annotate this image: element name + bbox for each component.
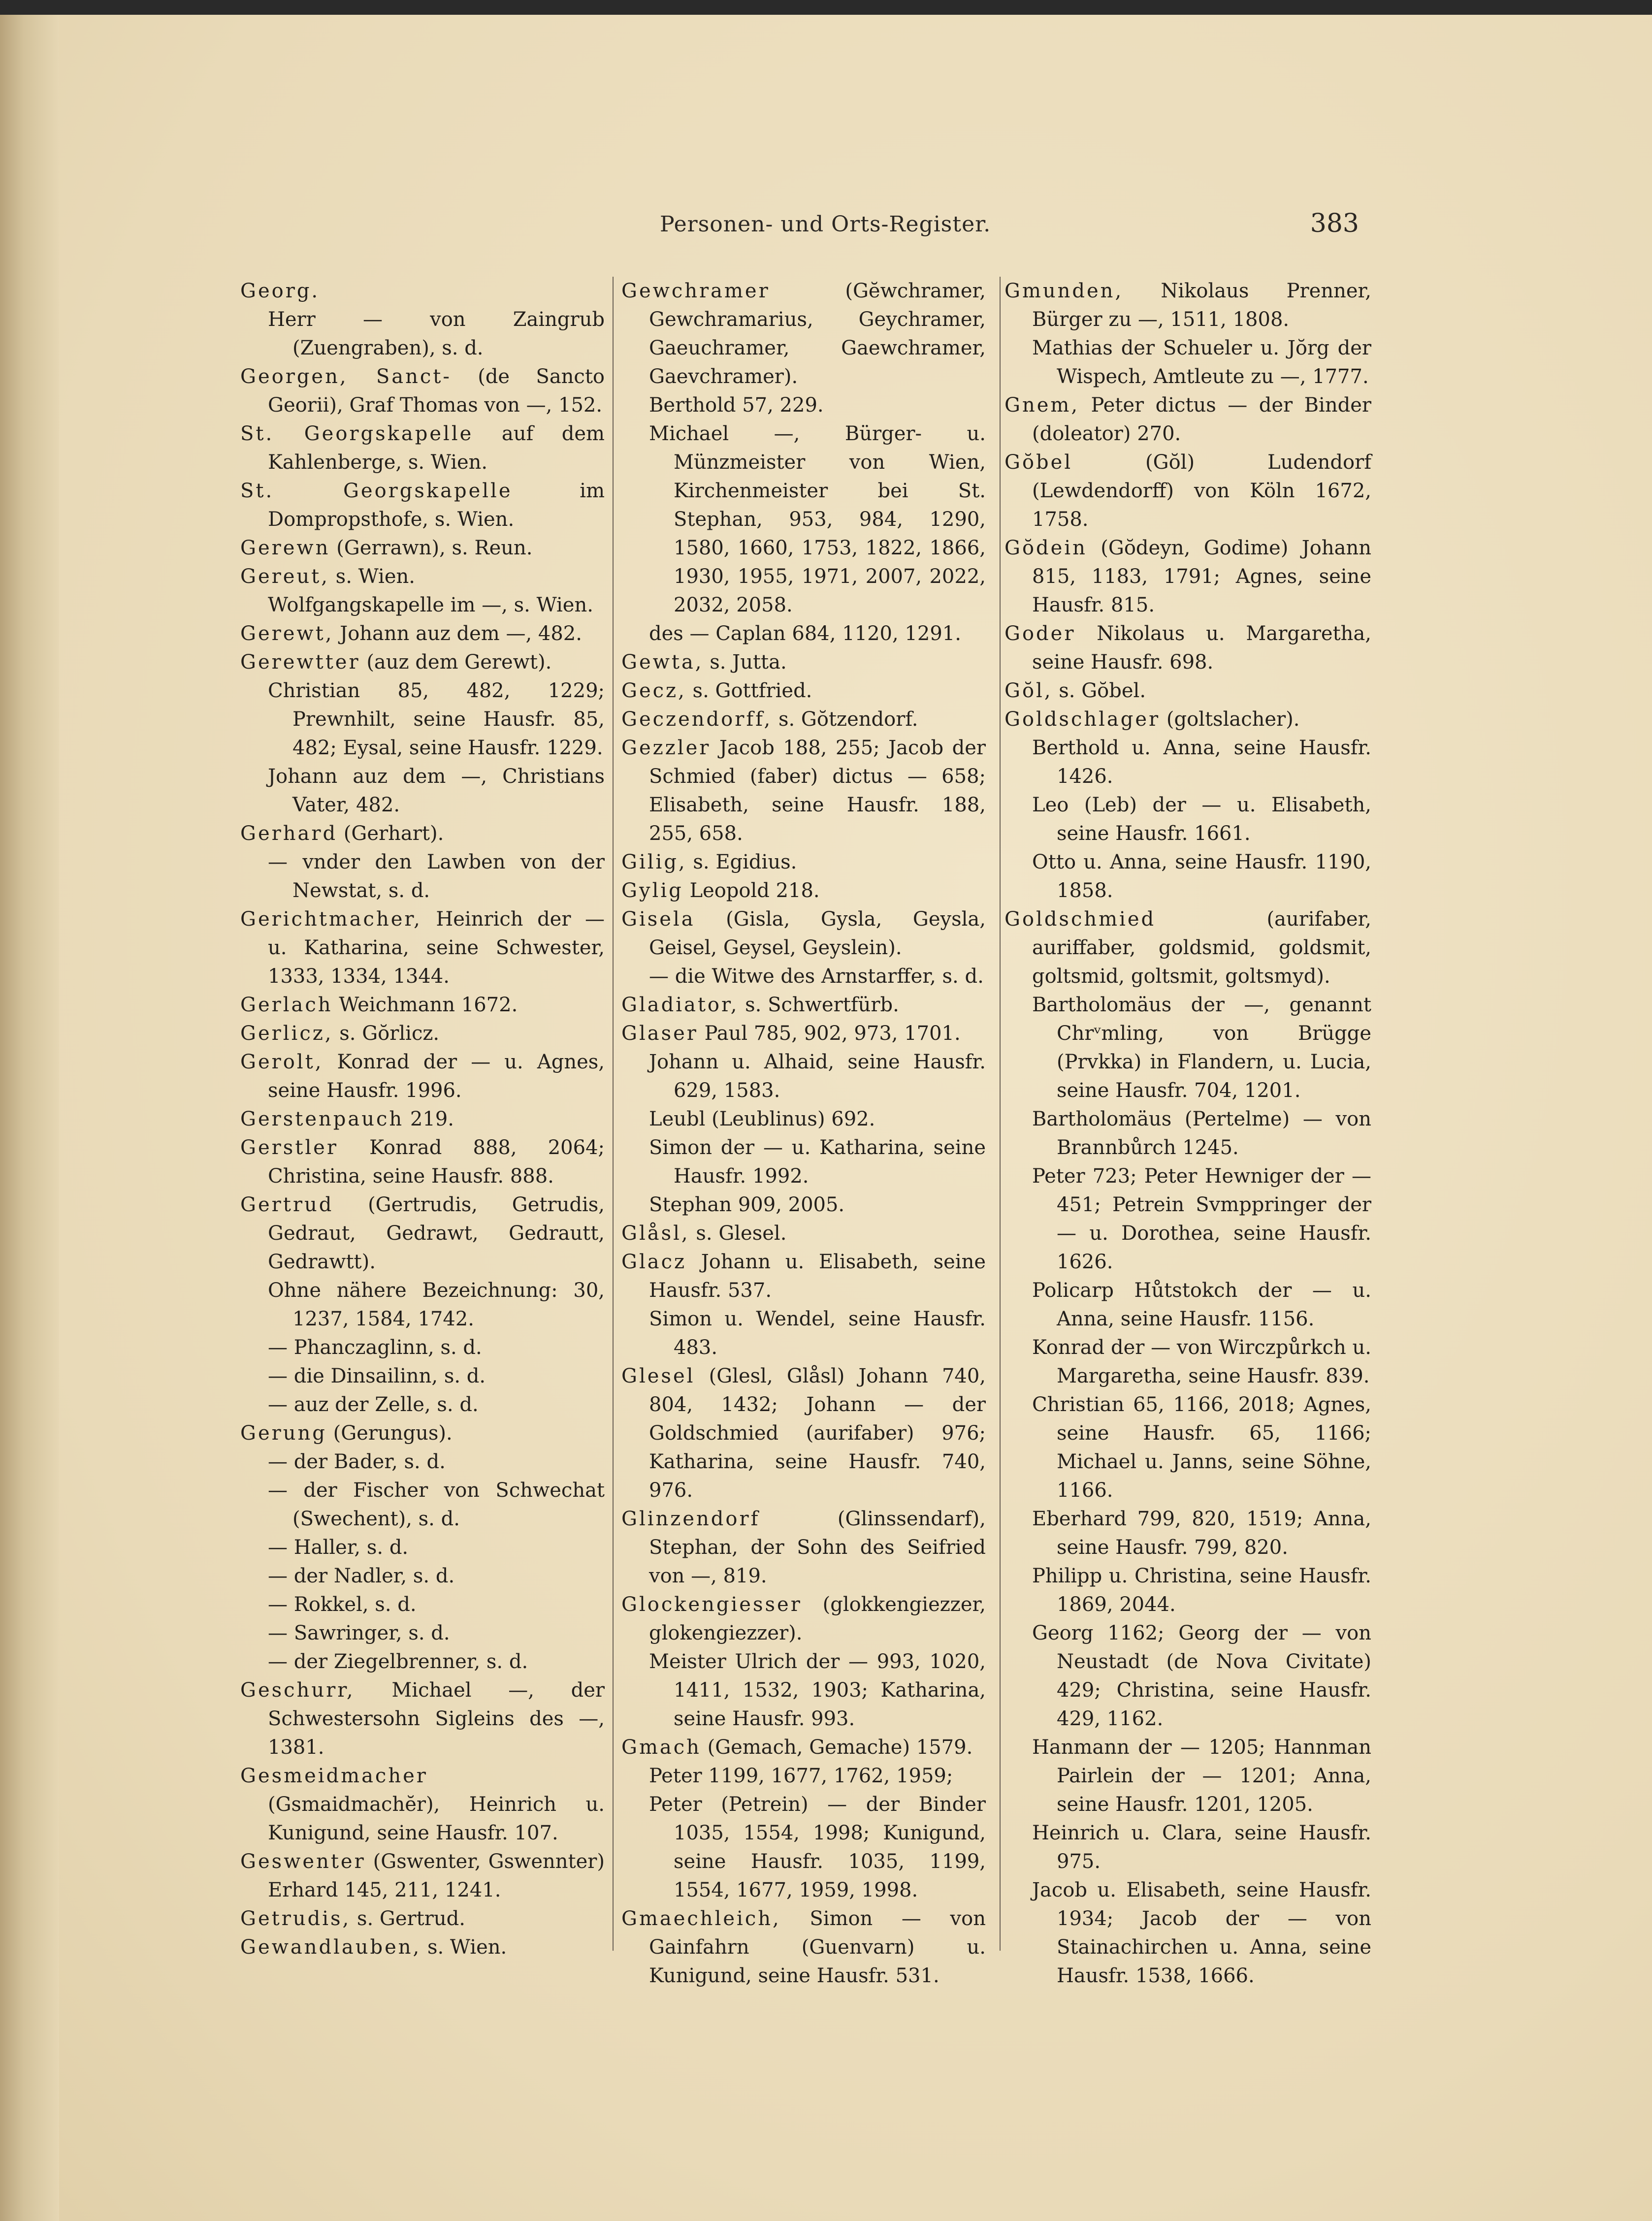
entry-text: s. Gertrud. [351, 1907, 465, 1930]
entry-text: — Sawringer, s. d. [268, 1622, 450, 1644]
entry-text: — der Bader, s. d. [268, 1450, 446, 1473]
index-entry [621, 1505, 986, 1590]
entry-text: Michael —, der Schwestersohn Sigleins des —, 1381. [268, 1679, 605, 1759]
entry-headword: St. Georgskapelle [240, 422, 474, 445]
entry-text: Bartholomäus der —, genannt Chrᵛmling, von Brügge (Prvkka) in Flandern, u. Lucia, seine Hausfr. 704, 1201. [1032, 994, 1371, 1102]
index-entry [621, 1248, 986, 1305]
entry-text: Policarp Hůtstokch der — u. Anna, seine Hausfr. 1156. [1032, 1279, 1371, 1330]
index-entry [240, 1904, 605, 1933]
index-entry [240, 1762, 605, 1847]
entry-text: Peter dictus — der Binder (doleator) 270. [1032, 394, 1371, 445]
entry-headword: Gesmeidmacher [240, 1765, 428, 1787]
entry-text: Berthold u. Anna, seine Hausfr. 1426. [1032, 737, 1371, 788]
index-entry [240, 1419, 605, 1448]
index-subentry [1004, 1819, 1371, 1876]
entry-text: Jacob 188, 255; Jacob der Schmied (faber) dictus — 658; Elisabeth, seine Hausfr. 188, 255, 658. [649, 737, 986, 845]
entry-headword: Gerewt, [240, 622, 334, 645]
entry-headword: Gmach [621, 1736, 701, 1759]
index-entry [621, 1019, 986, 1048]
index-entry [1004, 277, 1371, 334]
entry-text: Johann auz dem —, Christians Vater, 482. [268, 765, 605, 816]
index-subentry [1004, 1562, 1371, 1619]
index-subentry [1004, 1276, 1371, 1333]
entry-headword: Glaser [621, 1022, 698, 1045]
entry-text: Johann auz dem —, 482. [333, 622, 582, 645]
book-page [0, 15, 1652, 2221]
entry-text: s. Glesel. [689, 1222, 787, 1245]
entry-text: Simon u. Wendel, seine Hausfr. 483. [649, 1308, 986, 1359]
entry-text: s. Schwertfürb. [739, 994, 899, 1016]
entry-headword: Gmunden, [1004, 280, 1124, 302]
index-subentry [621, 619, 986, 648]
entry-text: — der Ziegelbrenner, s. d. [268, 1650, 528, 1673]
entry-text: Peter 723; Peter Hewniger der — 451; Petrein Svmppringer der — u. Dorothea, seine Hausfr. 1626. [1032, 1165, 1371, 1273]
entry-headword: Gerichtmacher, [240, 908, 422, 931]
index-subentry [1004, 791, 1371, 848]
entry-headword: Gisela [621, 908, 695, 931]
entry-headword: Goldschlager [1004, 708, 1161, 731]
index-entry [240, 1133, 605, 1191]
index-subentry [621, 962, 986, 991]
page-number: 383 [1310, 209, 1359, 238]
entry-headword: Gerlicz, [240, 1022, 333, 1045]
index-subentry [1004, 1162, 1371, 1276]
entry-headword: Gezzler [621, 737, 711, 759]
index-entry [240, 648, 605, 676]
index-entry [240, 619, 605, 648]
entry-headword: Gilig, [621, 851, 687, 873]
index-subentry [621, 1048, 986, 1105]
index-entry [621, 1733, 986, 1762]
index-entry [621, 848, 986, 876]
index-subentry [240, 1562, 605, 1590]
index-column-3 [1004, 277, 1371, 1990]
entry-headword: Getrudis, [240, 1907, 351, 1930]
column-divider [613, 277, 614, 1951]
entry-headword: Geczendorff, [621, 708, 773, 731]
entry-text: (Glesl, Glåsl) Johann 740, 804, 1432; Johann — der Goldschmied (aurifaber) 976; Katharina, seine Hausfr. 740, 976. [649, 1365, 986, 1502]
index-subentry [1004, 1390, 1371, 1505]
entry-headword: Geswenter [240, 1850, 366, 1873]
entry-text: Konrad der — von Wirczpůrkch u. Margaretha, seine Hausfr. 839. [1032, 1336, 1371, 1387]
index-subentry [240, 1476, 605, 1533]
entry-text: Herr — von Zaingrub (Zuengraben), s. d. [268, 308, 605, 359]
index-entry [1004, 391, 1371, 448]
index-entry [1004, 534, 1371, 619]
index-subentry [240, 1390, 605, 1419]
index-entry [240, 819, 605, 848]
entry-headword: Gewta, [621, 651, 704, 674]
entry-text: — vnder den Lawben von der Newstat, s. d. [268, 851, 605, 902]
index-entry [240, 1847, 605, 1904]
entry-text: (Gertrudis, Getrudis, Gedraut, Gedrawt, Gedrautt, Gedrawtt). [268, 1193, 605, 1273]
entry-text: Simon — von Gainfahrn (Guenvarn) u. Kunigund, seine Hausfr. 531. [649, 1907, 986, 1987]
index-subentry [621, 1133, 986, 1191]
entry-headword: Gerhard [240, 822, 338, 845]
index-entry [240, 991, 605, 1019]
entry-headword: Gerlach [240, 994, 333, 1016]
entry-text: Simon der — u. Katharina, seine Hausfr. 1992. [649, 1136, 986, 1188]
index-entry [1004, 905, 1371, 991]
entry-headword: Gŏl, [1004, 679, 1053, 702]
index-subentry [240, 1362, 605, 1390]
index-entry [621, 991, 986, 1019]
index-subentry [1004, 1333, 1371, 1390]
entry-headword: Gnem, [1004, 394, 1080, 417]
index-column-2 [621, 277, 986, 1990]
index-entry [621, 734, 986, 848]
entry-text: Weichmann 1672. [332, 994, 518, 1016]
index-entry [621, 1904, 986, 1990]
entry-text: Paul 785, 902, 973, 1701. [698, 1022, 961, 1045]
entry-text: Heinrich u. Clara, seine Hausfr. 975. [1032, 1822, 1371, 1873]
index-subentry [240, 1333, 605, 1362]
entry-text: Nikolaus u. Margaretha, seine Hausfr. 698. [1032, 622, 1371, 674]
index-subentry [1004, 848, 1371, 905]
entry-text: (glokkengiezzer, glokengiezzer). [649, 1593, 986, 1644]
entry-text: s. Gŏrlicz. [333, 1022, 440, 1045]
index-entry [240, 1048, 605, 1105]
index-subentry [240, 1448, 605, 1476]
entry-text: 219. [404, 1108, 454, 1130]
running-title: Personen- und Orts-Register. [660, 212, 991, 237]
index-entry [240, 1676, 605, 1762]
index-subentry [621, 1647, 986, 1733]
index-subentry [621, 1305, 986, 1362]
entry-headword: Gylig [621, 879, 683, 902]
index-entry [621, 648, 986, 676]
index-entry [240, 362, 605, 419]
entry-headword: Goder [1004, 622, 1076, 645]
entry-text: (Gŏl) Ludendorf (Lewdendorff) von Köln 1672, 1758. [1032, 451, 1371, 531]
index-subentry [1004, 334, 1371, 391]
entry-text: Meister Ulrich der — 993, 1020, 1411, 1532, 1903; Katharina, seine Hausfr. 993. [649, 1650, 986, 1730]
index-entry [1004, 448, 1371, 534]
entry-headword: Gmaechleich, [621, 1907, 781, 1930]
entry-text: — die Witwe des Arnstarffer, s. d. [649, 965, 984, 988]
entry-headword: Gerstenpauch [240, 1108, 404, 1130]
page-header [591, 209, 1359, 251]
entry-text: (Gerhart). [337, 822, 444, 845]
index-subentry [1004, 734, 1371, 791]
index-entry [240, 1933, 605, 1962]
index-entry [240, 477, 605, 534]
index-entry [1004, 705, 1371, 734]
entry-text: (Gerrawn), s. Reun. [330, 537, 533, 559]
entry-text: (Gĕwchramer, Gewchramarius, Geychramer, Gaeuchramer, Gaewchramer, Gaevchramer). [649, 280, 986, 388]
column-divider [1000, 277, 1001, 1951]
index-entry [1004, 676, 1371, 705]
entry-headword: Georg. [240, 280, 320, 302]
entry-headword: Glockengiesser [621, 1593, 802, 1616]
entry-headword: Gerolt, [240, 1051, 324, 1073]
entry-text: Christian 65, 1166, 2018; Agnes, seine Hausfr. 65, 1166; Michael u. Janns, seine Söhne, 1166. [1032, 1393, 1371, 1502]
index-subentry [621, 1191, 986, 1219]
entry-text: Konrad der — u. Agnes, seine Hausfr. 1996. [268, 1051, 605, 1102]
entry-text: — auz der Zelle, s. d. [268, 1393, 479, 1416]
entry-text: des — Caplan 684, 1120, 1291. [649, 622, 961, 645]
entry-text: Peter 1199, 1677, 1762, 1959; [649, 1765, 953, 1787]
index-subentry [240, 1276, 605, 1333]
entry-headword: Goldschmied [1004, 908, 1156, 931]
index-entry [240, 562, 605, 591]
index-subentry [1004, 991, 1371, 1105]
entry-text: Nikolaus Prenner, Bürger zu —, 1511, 1808. [1032, 280, 1371, 331]
index-subentry [240, 1647, 605, 1676]
entry-text: s. Jutta. [703, 651, 787, 674]
index-entry [240, 1105, 605, 1133]
entry-text: — die Dinsailinn, s. d. [268, 1365, 486, 1387]
entry-headword: Gerung [240, 1422, 327, 1445]
entry-text: Georg 1162; Georg der — von Neustadt (de Nova Civitate) 429; Christina, seine Hausfr. 429, 1162. [1032, 1622, 1371, 1730]
entry-text: Leopold 218. [683, 879, 820, 902]
entry-text: Johann u. Alhaid, seine Hausfr. 629, 1583. [649, 1051, 986, 1102]
entry-text: s. Gŏbel. [1052, 679, 1146, 702]
entry-text: Leubl (Leublinus) 692. [649, 1108, 875, 1130]
entry-headword: St. Georgskapelle [240, 480, 513, 502]
index-entry [621, 277, 986, 391]
entry-text: Berthold 57, 229. [649, 394, 824, 417]
entry-text: — Haller, s. d. [268, 1536, 409, 1559]
entry-headword: Gecz, [621, 679, 686, 702]
index-entry [240, 1019, 605, 1048]
entry-headword: Gerewtter [240, 651, 360, 674]
entry-text: s. Gŏtzendorf. [772, 708, 918, 731]
index-entry [621, 1362, 986, 1505]
entry-text: — Rokkel, s. d. [268, 1593, 417, 1616]
entry-text: Otto u. Anna, seine Hausfr. 1190, 1858. [1032, 851, 1371, 902]
entry-headword: Gewandlauben, [240, 1936, 421, 1959]
entry-text: Stephan 909, 2005. [649, 1193, 845, 1216]
entry-text: — der Nadler, s. d. [268, 1565, 455, 1587]
entry-text: s. Egidius. [686, 851, 797, 873]
index-subentry [621, 1762, 986, 1790]
entry-text: Johann u. Elisabeth, seine Hausfr. 537. [649, 1251, 986, 1302]
index-subentry [240, 676, 605, 762]
index-entry [621, 905, 986, 962]
entry-headword: Gereut, [240, 565, 329, 588]
entry-text: Mathias der Schueler u. Jŏrg der Wispech, Amtleute zu —, 1777. [1032, 337, 1371, 388]
index-subentry [1004, 1619, 1371, 1733]
entry-headword: Gŏdein [1004, 537, 1087, 559]
entry-text: im Dompropsthofe, s. Wien. [268, 480, 605, 531]
index-entry [621, 676, 986, 705]
index-entry [240, 905, 605, 991]
entry-text: Hanmann der — 1205; Hannman Pairlein der — 1201; Anna, seine Hausfr. 1201, 1205. [1032, 1736, 1371, 1816]
index-subentry [1004, 1876, 1371, 1990]
index-subentry [240, 848, 605, 905]
entry-headword: Glinzendorf [621, 1508, 760, 1530]
index-subentry [240, 1619, 605, 1647]
entry-headword: Glåsl, [621, 1222, 690, 1245]
entry-text: (auz dem Gerewt). [360, 651, 552, 674]
entry-headword: Gŏbel [1004, 451, 1073, 474]
entry-text: Michael —, Bürger- u. Münzmeister von Wien, Kirchenmeister bei St. Stephan, 953, 984, 1290, 1580, 1660, 1753, 1822, 1866, 1930, 1955, 1971, 2007, 2022, 2032, 2058. [649, 422, 986, 616]
index-subentry [1004, 1505, 1371, 1562]
entry-text: Wolfgangskapelle im —, s. Wien. [268, 594, 593, 616]
index-entry [1004, 619, 1371, 676]
entry-text: — der Fischer von Schwechat (Swechent), s. d. [268, 1479, 605, 1530]
entry-headword: Gerstler [240, 1136, 338, 1159]
entry-text: Leo (Leb) der — u. Elisabeth, seine Hausfr. 1661. [1032, 794, 1371, 845]
entry-text: (Gŏdeyn, Godime) Johann 815, 1183, 1791; Agnes, seine Hausfr. 815. [1032, 537, 1371, 616]
index-subentry [240, 591, 605, 619]
index-subentry [240, 1533, 605, 1562]
index-subentry [621, 419, 986, 619]
entry-text: (Glinssendarf), Stephan, der Sohn des Seifried von —, 819. [649, 1508, 986, 1587]
index-subentry [621, 1790, 986, 1904]
index-subentry [240, 1590, 605, 1619]
index-entry [621, 705, 986, 734]
entry-headword: Gertrud [240, 1193, 334, 1216]
entry-text: s. Gottfried. [686, 679, 812, 702]
entry-text: Konrad 888, 2064; Christina, seine Hausfr. 888. [268, 1136, 605, 1188]
entry-headword: Georgen, Sanct- [240, 365, 452, 388]
entry-headword: Glesel [621, 1365, 695, 1387]
entry-text: Philipp u. Christina, seine Hausfr. 1869, 2044. [1032, 1565, 1371, 1616]
entry-text: Bartholomäus (Pertelme) — von Brannbůrch 1245. [1032, 1108, 1371, 1159]
entry-text: — Phanczaglinn, s. d. [268, 1336, 482, 1359]
entry-text: Christian 85, 482, 1229; Prewnhilt, seine Hausfr. 85, 482; Eysal, seine Hausfr. 1229. [268, 679, 605, 759]
entry-text: (Gemach, Gemache) 1579. [701, 1736, 973, 1759]
entry-text: s. Wien. [421, 1936, 507, 1959]
entry-text: (Gsmaidmachĕr), Heinrich u. Kunigund, seine Hausfr. 107. [268, 1793, 605, 1844]
entry-text: s. Wien. [329, 565, 415, 588]
entry-headword: Geschurr, [240, 1679, 355, 1702]
book-spine-shadow [0, 15, 59, 2221]
index-entry [240, 277, 605, 305]
entry-text: (aurifaber, auriffaber, goldsmid, goldsmit, goltsmid, goltsmit, goltsmyd). [1032, 908, 1371, 988]
entry-text: (Gerungus). [326, 1422, 453, 1445]
entry-text: (Gswenter, Gswennter) Erhard 145, 211, 1241. [268, 1850, 605, 1901]
index-subentry [621, 391, 986, 419]
entry-text: Jacob u. Elisabeth, seine Hausfr. 1934; Jacob der — von Stainachirchen u. Anna, seine Hausfr. 1538, 1666. [1032, 1879, 1371, 1987]
index-subentry [240, 762, 605, 819]
index-entry [621, 1219, 986, 1248]
index-subentry [621, 1105, 986, 1133]
entry-text: (goltslacher). [1160, 708, 1300, 731]
index-entry [621, 1590, 986, 1647]
entry-text: (de Sancto Georii), Graf Thomas von —, 152. [268, 365, 605, 417]
index-entry [240, 1191, 605, 1276]
entry-headword: Gewchramer [621, 280, 770, 302]
entry-headword: Gladiator, [621, 994, 739, 1016]
index-subentry [1004, 1105, 1371, 1162]
entry-headword: Gerewn [240, 537, 330, 559]
index-column-1 [240, 277, 605, 1962]
entry-text: Heinrich der — u. Katharina, seine Schwester, 1333, 1334, 1344. [268, 908, 605, 988]
index-entry [240, 419, 605, 477]
index-subentry [240, 305, 605, 362]
entry-text: auf dem Kahlenberge, s. Wien. [268, 422, 605, 474]
entry-text: (Gisla, Gysla, Geysla, Geisel, Geysel, Geyslein). [649, 908, 986, 959]
index-subentry [1004, 1733, 1371, 1819]
entry-text: Eberhard 799, 820, 1519; Anna, seine Hausfr. 799, 820. [1032, 1508, 1371, 1559]
entry-headword: Glacz [621, 1251, 687, 1273]
index-entry [240, 534, 605, 562]
index-entry [621, 876, 986, 905]
entry-text: Peter (Petrein) — der Binder 1035, 1554, 1998; Kunigund, seine Hausfr. 1035, 1199, 1554, 1677, 1959, 1998. [649, 1793, 986, 1901]
entry-text: Ohne nähere Bezeichnung: 30, 1237, 1584, 1742. [268, 1279, 605, 1330]
